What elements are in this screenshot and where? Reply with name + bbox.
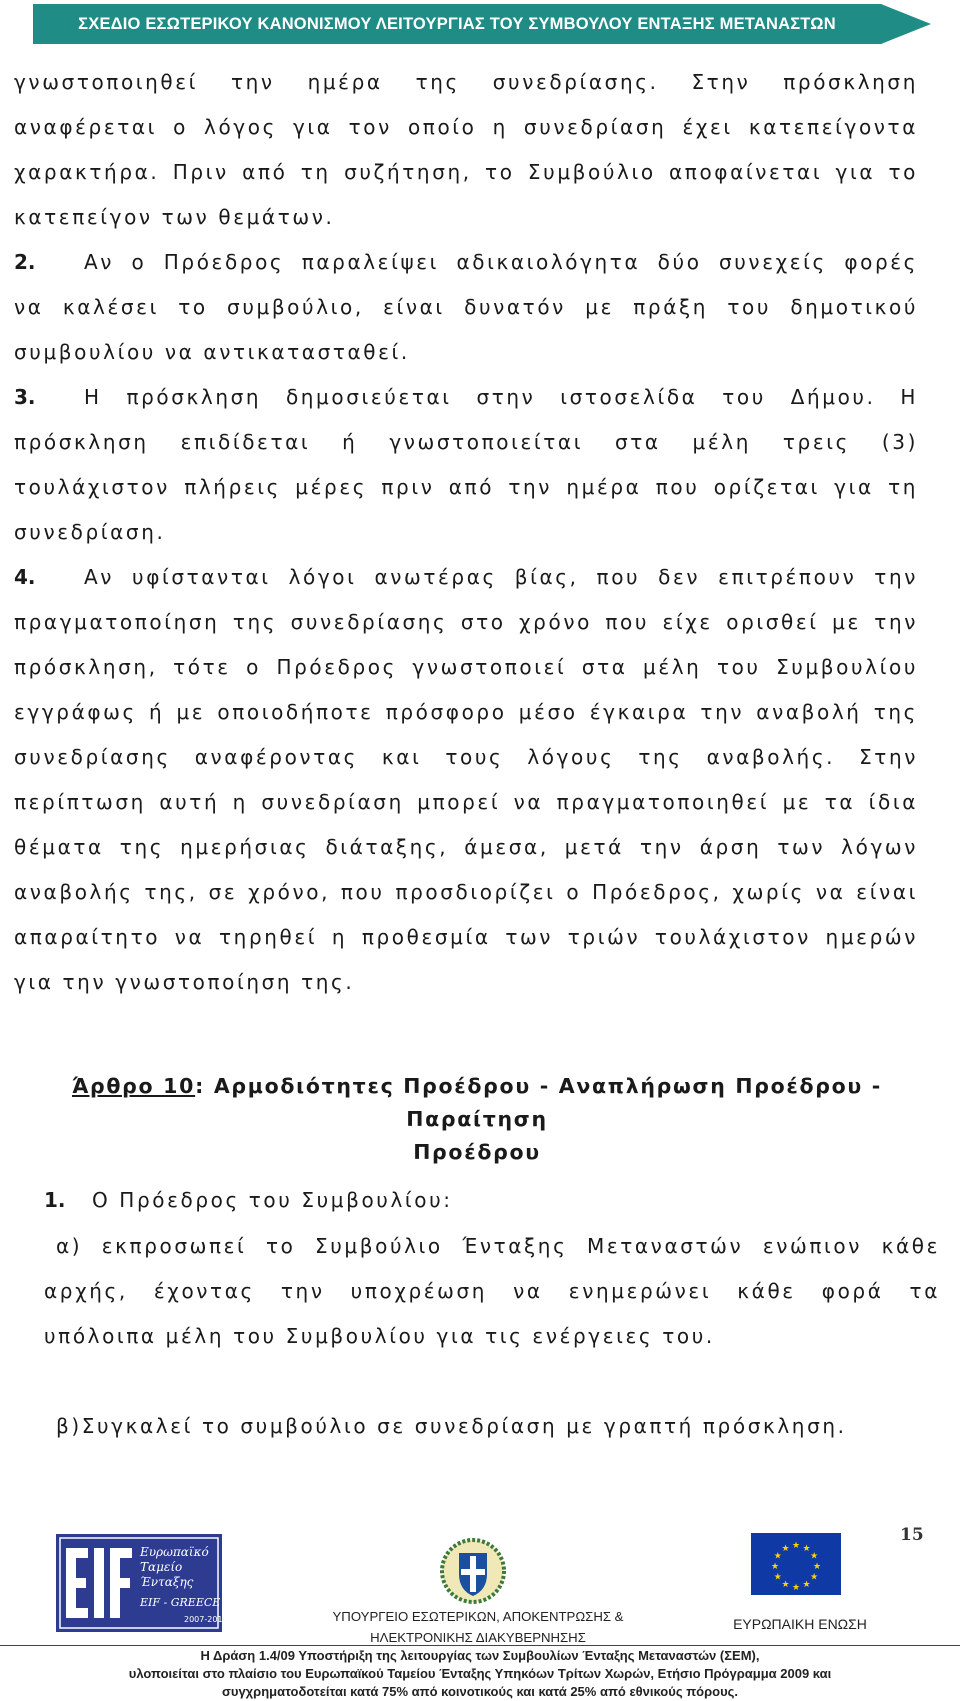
document-title: ΣΧΕΔΙΟ ΕΣΩΤΕΡΙΚΟΥ ΚΑΝΟΝΙΣΜΟΥ ΛΕΙΤΟΥΡΓΙΑΣ ΤΟΥ ΣΥΜΒΟΥΛΟΥ ΕΝΤΑΞΗΣ ΜΕΤΑΝΑΣΤΩΝ bbox=[78, 15, 836, 33]
footer-line: συγχρηματοδοτείται κατά 75% από κοινοτικούς και κατά 25% από εθνικούς πόρους. bbox=[221, 1684, 739, 1699]
text-line: περίπτωση αυτή η συνεδρίαση μπορεί να πραγματοποιηθεί με τα ίδια bbox=[14, 790, 918, 814]
ministry-caption-line: ΥΠΟΥΡΓΕΙΟ ΕΣΩΤΕΡΙΚΩΝ, ΑΠΟΚΕΝΤΡΩΣΗΣ & bbox=[332, 1609, 624, 1624]
footer-note bbox=[0, 1647, 960, 1701]
item-text: Ο Πρόεδρος του Συμβουλίου: bbox=[92, 1188, 453, 1212]
svg-text:★: ★ bbox=[802, 1543, 811, 1554]
eu-caption: ΕΥΡΩΠΑΙΚΗ ΕΝΩΣΗ bbox=[733, 1616, 867, 1632]
svg-text:★: ★ bbox=[791, 1583, 801, 1593]
article-title: : Αρμοδιότητες Προέδρου - Αναπλήρωση Προέδρου - Παραίτηση bbox=[195, 1074, 883, 1131]
svg-text:★: ★ bbox=[781, 1580, 790, 1591]
svg-text:★: ★ bbox=[781, 1543, 790, 1554]
text-line: κατεπείγον των θεμάτων. bbox=[14, 205, 335, 229]
header-banner bbox=[33, 4, 931, 44]
text-line: χαρακτήρα. Πριν από τη συζήτηση, το Συμβούλιο αποφαίνεται για το bbox=[14, 160, 918, 184]
footer-line: υλοποιείται στο πλαίσιο του Ευρωπαϊκού Ταμείου Ένταξης Υπηκόων Τρίτων Χωρών, Ετήσιο Πρόγραμμα 2009 και bbox=[128, 1666, 832, 1681]
text-line: θέματα της ημερήσιας διάταξης, άμεσα, μετά την άρση των λόγων bbox=[14, 835, 918, 859]
text-line: να καλέσει το συμβούλιο, είναι δυνατόν με πράξη του δημοτικού bbox=[14, 295, 918, 319]
text-line: τουλάχιστον πλήρεις μέρες πριν από την ημέρα που ορίζεται για τη bbox=[14, 475, 918, 499]
svg-text:★: ★ bbox=[802, 1580, 811, 1591]
svg-text:★: ★ bbox=[791, 1541, 801, 1551]
eif-text: Ταμείο bbox=[140, 1560, 183, 1574]
text-line: πρόσκληση επιδίδεται ή γνωστοποιείται στα μέλη τρεις (3) bbox=[14, 430, 918, 454]
text-line: αναβολής της, σε χρόνο, που προσδιορίζει ο Πρόεδρος, χωρίς να είναι bbox=[14, 880, 918, 904]
page-number: 15 bbox=[900, 1525, 924, 1545]
eif-logo bbox=[56, 1534, 228, 1632]
eif-text: EIF - GREECE bbox=[140, 1596, 221, 1609]
svg-text:★: ★ bbox=[810, 1572, 819, 1583]
eu-flag-icon bbox=[751, 1533, 841, 1595]
svg-text:★: ★ bbox=[810, 1551, 819, 1562]
article-item-1 bbox=[44, 1186, 940, 1214]
text-line: συνεδρίασης αναφέροντας και τους λόγους της αναβολής. Στην bbox=[14, 745, 918, 769]
item-number: 1. bbox=[44, 1188, 66, 1212]
article-title-line2: Προέδρου bbox=[413, 1140, 541, 1164]
eif-text: 2007-2013 bbox=[184, 1615, 228, 1624]
text-line: συμβουλίου να αντικατασταθεί. bbox=[14, 340, 410, 364]
eif-logo-graphic bbox=[56, 1534, 228, 1632]
paragraph-number: 4. bbox=[14, 565, 36, 589]
numbered-paragraph-3 bbox=[14, 383, 918, 411]
text-line: εγγράφως ή με οποιοδήποτε πρόσφορο μέσο έγκαιρα την αναβολή της bbox=[14, 700, 918, 724]
text-line: β)Συγκαλεί το συμβούλιο σε συνεδρίαση με γραπτή πρόσκληση. bbox=[56, 1414, 847, 1438]
text-line: αναφέρεται ο λόγος για τον οποίο η συνεδρίαση έχει κατεπείγοντα bbox=[14, 115, 918, 139]
numbered-paragraph-4 bbox=[14, 563, 918, 591]
footer-divider bbox=[0, 1645, 960, 1646]
eif-text: Ένταξης bbox=[140, 1575, 194, 1589]
paragraph-number: 3. bbox=[14, 385, 36, 409]
text-line: υπόλοιπα μέλη του Συμβουλίου για τις ενέργειες του. bbox=[44, 1324, 715, 1348]
article-label: Άρθρο 10 bbox=[71, 1074, 196, 1098]
svg-text:★: ★ bbox=[773, 1551, 782, 1562]
ministry-caption bbox=[300, 1606, 656, 1648]
text-line: Αν ο Πρόεδρος παραλείψει αδικαιολόγητα δύο συνεχείς φορές bbox=[84, 250, 918, 274]
footer-line: Η Δράση 1.4/09 Υποστήριξη της λειτουργίας των Συμβουλίων Ένταξης Μεταναστών (ΣΕΜ), bbox=[200, 1648, 760, 1663]
text-line: α) εκπροσωπεί το Συμβούλιο Ένταξης Μεταναστών ενώπιον κάθε bbox=[56, 1234, 940, 1258]
svg-text:★: ★ bbox=[770, 1562, 780, 1572]
paragraph-number: 2. bbox=[14, 250, 36, 274]
text-line: για την γνωστοποίηση της. bbox=[14, 970, 355, 994]
eu-flag bbox=[751, 1533, 841, 1595]
text-line: Αν υφίστανται λόγοι ανωτέρας βίας, που δεν επιτρέπουν την bbox=[84, 565, 918, 589]
coat-of-arms-icon bbox=[440, 1538, 506, 1604]
text-line: πραγματοποίηση της συνεδρίασης στο χρόνο που είχε ορισθεί με την bbox=[14, 610, 918, 634]
svg-text:★: ★ bbox=[773, 1572, 782, 1583]
text-line: Η πρόσκληση δημοσιεύεται στην ιστοσελίδα του Δήμου. Η bbox=[84, 385, 918, 409]
svg-text:★: ★ bbox=[812, 1562, 822, 1572]
numbered-paragraph-2 bbox=[14, 248, 918, 276]
eif-text: Ευρωπαϊκό bbox=[140, 1545, 209, 1559]
text-line: απαραίτητο να τηρηθεί η προθεσμία των τριών τουλάχιστον ημερών bbox=[14, 925, 918, 949]
text-line: πρόσκληση, τότε ο Πρόεδρος γνωστοποιεί στα μέλη του Συμβουλίου bbox=[14, 655, 918, 679]
greek-emblem bbox=[440, 1538, 506, 1604]
text-line: γνωστοποιηθεί την ημέρα της συνεδρίασης. Στην πρόσκληση bbox=[14, 70, 918, 94]
ministry-caption-line: ΗΛΕΚΤΡΟΝΙΚΗΣ ΔΙΑΚΥΒΕΡΝΗΣΗΣ bbox=[370, 1630, 586, 1645]
text-line: αρχής, έχοντας την υποχρέωση να ενημερώνει κάθε φορά τα bbox=[44, 1279, 940, 1303]
text-line: συνεδρίαση. bbox=[14, 520, 166, 544]
article-heading bbox=[14, 1070, 940, 1169]
